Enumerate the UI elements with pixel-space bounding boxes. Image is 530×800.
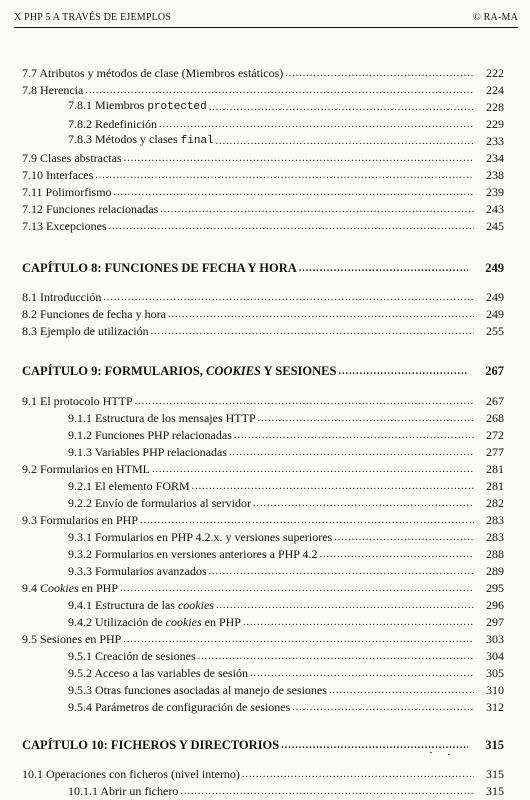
leader-dots [329, 683, 474, 698]
entry-page: 245 [486, 219, 504, 233]
leader-dots [124, 151, 474, 166]
toc-entry-9-2[interactable] [22, 460, 504, 477]
toc-entry-9-5-2[interactable] [22, 664, 504, 681]
chapter-title-part: CAPÍTULO 9: FORMULARIOS, [22, 364, 207, 378]
entry-title: 8.3 Ejemplo de utilización [22, 324, 149, 338]
entry-page: 282 [486, 496, 504, 510]
entry-page: 303 [486, 632, 504, 646]
leader-dots [216, 134, 474, 149]
entry-title [68, 598, 214, 613]
leader-dots [123, 632, 474, 647]
header-rule [14, 27, 518, 28]
toc-entry-10-1-1[interactable] [22, 782, 504, 799]
entry-page: 268 [486, 411, 504, 425]
leader-dots [253, 496, 474, 511]
chapter-page: 315 [485, 738, 504, 752]
entry-page: 296 [486, 598, 504, 612]
toc-entry-9-3-2[interactable] [22, 545, 504, 562]
entry-title-italic: Cookies [40, 581, 79, 595]
scan-speck [448, 754, 450, 755]
entry-page: 304 [486, 649, 504, 663]
toc-entry-7-8[interactable] [22, 81, 504, 98]
entry-title: 9.5.1 Creación de sesiones [68, 649, 196, 663]
entry-title [68, 98, 207, 115]
entry-page: 295 [486, 581, 504, 595]
entry-page: 281 [486, 462, 504, 476]
entry-page: 249 [486, 307, 504, 321]
toc-chapter-9[interactable] [22, 362, 504, 379]
leader-dots [198, 649, 474, 664]
toc-entry-9-2-2[interactable] [22, 494, 504, 511]
entry-page: 297 [486, 615, 504, 629]
entry-title [22, 581, 118, 596]
chapter-page: 249 [485, 261, 504, 275]
entry-page: 234 [486, 151, 504, 165]
leader-dots [250, 666, 474, 681]
entry-title [68, 615, 241, 630]
leader-dots [209, 100, 474, 115]
leader-dots [242, 767, 474, 782]
leader-dots [151, 324, 474, 339]
toc-entry-9-5[interactable] [22, 630, 504, 647]
entry-title-part: 9.4.2 Utilización de [68, 615, 166, 629]
entry-title-italic: cookies [177, 598, 214, 612]
leader-dots [229, 445, 474, 460]
leader-dots [299, 261, 468, 276]
entry-title [68, 132, 214, 149]
entry-page: 229 [486, 117, 504, 131]
leader-dots [168, 307, 474, 322]
leader-dots [140, 513, 474, 528]
leader-dots [95, 168, 474, 183]
leader-dots [209, 564, 474, 579]
leader-dots [292, 700, 474, 715]
chapter-page: 267 [485, 364, 504, 378]
entry-page: 283 [486, 513, 504, 527]
entry-title: 9.5.2 Acceso a las variables de sesión [68, 666, 248, 680]
toc-entry-7-8-1[interactable] [22, 98, 504, 115]
toc-entry-9-3[interactable] [22, 511, 504, 528]
toc-entry-9-5-1[interactable] [22, 647, 504, 664]
entry-title: 7.11 Polimorfismo [22, 185, 112, 199]
toc-entry-9-3-1[interactable] [22, 528, 504, 545]
leader-dots [114, 185, 474, 200]
entry-title: 9.2.1 El elemento FORM [68, 479, 190, 493]
entry-title: 7.13 Excepciones [22, 219, 107, 233]
entry-title: 9.2 Formularios en HTML [22, 462, 150, 476]
entry-page: 315 [486, 784, 504, 798]
entry-title-part: en PHP [78, 581, 119, 595]
entry-title: 7.8.2 Redefinición [68, 117, 157, 131]
leader-dots [85, 83, 474, 98]
toc-entry-8-2[interactable] [22, 305, 504, 322]
leader-dots [285, 66, 474, 81]
toc-entry-9-1-2[interactable] [22, 426, 504, 443]
toc-entry-9-4-2[interactable] [22, 613, 504, 630]
header-publisher: © RA-MA [473, 12, 518, 23]
entry-page: 281 [486, 479, 504, 493]
entry-page: 267 [486, 394, 504, 408]
entry-page: 255 [486, 324, 504, 338]
entry-title: 7.12 Funciones relacionadas [22, 202, 159, 216]
entry-page: 272 [486, 428, 504, 442]
entry-page: 222 [486, 66, 504, 80]
entry-code-keyword: final [180, 135, 214, 147]
entry-title-part: 9.4.1 Estructura de las [68, 598, 178, 612]
entry-title: 10.1 Operaciones con ficheros (nivel interno) [22, 767, 240, 781]
chapter-title: CAPÍTULO 10: FICHEROS Y DIRECTORIOS [22, 738, 280, 752]
toc-entry-9-1-1[interactable] [22, 409, 504, 426]
entry-page: 238 [486, 168, 504, 182]
entry-title: 8.1 Introducción [22, 290, 102, 304]
entry-title: 7.10 Interfaces [22, 168, 94, 182]
toc-entry-8-3[interactable] [22, 322, 504, 339]
entry-title: 9.3.3 Formularios avanzados [68, 564, 207, 578]
leader-dots [180, 784, 474, 799]
entry-title: 9.3.1 Formularios en PHP 4.2.x. y versiones superiores [68, 530, 333, 544]
toc-entry-9-2-1[interactable] [22, 477, 504, 494]
entry-page: 289 [486, 564, 504, 578]
entry-page: 277 [486, 445, 504, 459]
entry-page: 312 [486, 700, 504, 714]
chapter-title [22, 364, 336, 379]
entry-title: 8.2 Funciones de fecha y hora [22, 307, 166, 321]
entry-page: 243 [486, 202, 504, 216]
entry-page: 233 [486, 134, 504, 148]
toc-entry-9-5-3[interactable] [22, 681, 504, 698]
entry-title-text: 7.8.1 Miembros [68, 98, 145, 112]
entry-title: 9.1.2 Funciones PHP relacionadas [68, 428, 232, 442]
toc-entry-9-1-3[interactable] [22, 443, 504, 460]
leader-dots [135, 394, 474, 409]
toc-entry-7-9[interactable] [22, 149, 504, 166]
entry-title: 10.1.1 Abrir un fichero [68, 784, 179, 798]
entry-page: 239 [486, 185, 504, 199]
leader-dots [120, 581, 474, 596]
entry-page: 283 [486, 530, 504, 544]
entry-title-text: 7.8.3 Métodos y clases [68, 132, 178, 146]
entry-title: 7.7 Atributos y métodos de clase (Miembros estáticos) [22, 66, 284, 80]
chapter-title: CAPÍTULO 8: FUNCIONES DE FECHA Y HORA [22, 261, 297, 275]
toc-entry-9-4[interactable] [22, 579, 504, 596]
toc-entry-7-12[interactable] [22, 200, 504, 217]
entry-title: 9.2.2 Envío de formularios al servidor [68, 496, 251, 510]
toc-entry-9-4-1[interactable] [22, 596, 504, 613]
toc-entry-7-11[interactable] [22, 183, 504, 200]
running-header [14, 8, 518, 26]
entry-title-part: en PHP [201, 615, 241, 629]
leader-dots [258, 411, 474, 426]
entry-title: 7.8 Herencia [22, 83, 84, 97]
toc-entry-7-10[interactable] [22, 166, 504, 183]
toc-entry-7-8-2[interactable] [22, 115, 504, 132]
entry-title-part: 9.4 [22, 581, 40, 595]
entry-title: 9.3.2 Formularios en versiones anteriores a PHP 4.2 [68, 547, 318, 561]
leader-dots [338, 364, 468, 379]
entry-title: 9.1.1 Estructura de los mensajes HTTP [68, 411, 256, 425]
toc-entry-8-1[interactable] [22, 288, 504, 305]
chapter-title-part: Y SESIONES [260, 364, 337, 378]
leader-dots [320, 547, 474, 562]
toc-entry-10-1[interactable] [22, 765, 504, 782]
leader-dots [334, 530, 474, 545]
entry-title-italic: cookies [165, 615, 202, 629]
entry-title: 9.5 Sesiones en PHP [22, 632, 122, 646]
leader-dots [192, 479, 474, 494]
entry-page: 249 [486, 290, 504, 304]
leader-dots [159, 117, 474, 132]
header-book-title: X PHP 5 A TRAVÉS DE EJEMPLOS [14, 12, 172, 23]
entry-title: 9.3 Formularios en PHP [22, 513, 139, 527]
leader-dots [281, 738, 468, 753]
toc-chapter-8[interactable] [22, 259, 504, 276]
chapter-title-italic: COOKIES [206, 364, 261, 378]
leader-dots [243, 615, 474, 630]
leader-dots [216, 598, 474, 613]
entry-title: 9.5.4 Parámetros de configuración de sesiones [68, 700, 291, 714]
entry-title: 9.5.3 Otras funciones asociadas al manejo de sesiones [68, 683, 327, 697]
toc-entry-7-7[interactable] [22, 64, 504, 81]
toc-chapter-10[interactable] [22, 736, 504, 753]
toc-entry-7-8-3[interactable] [22, 132, 504, 149]
entry-page: 228 [486, 100, 504, 114]
scan-speck [430, 752, 432, 753]
leader-dots [160, 202, 474, 217]
leader-dots [109, 219, 474, 234]
entry-title: 9.1 El protocolo HTTP [22, 394, 133, 408]
toc-entry-9-5-4[interactable] [22, 698, 504, 715]
leader-dots [152, 462, 474, 477]
entry-page: 310 [486, 683, 504, 697]
toc-entry-9-1[interactable] [22, 392, 504, 409]
entry-code-keyword: protected [147, 101, 207, 113]
toc-entry-9-3-3[interactable] [22, 562, 504, 579]
toc-entry-7-13[interactable] [22, 217, 504, 234]
entry-page: 224 [486, 83, 504, 97]
entry-title: 9.1.3 Variables PHP relacionadas [68, 445, 227, 459]
entry-page: 288 [486, 547, 504, 561]
leader-dots [103, 290, 474, 305]
entry-page: 315 [486, 767, 504, 781]
leader-dots [234, 428, 474, 443]
entry-title: 7.9 Clases abstractas [22, 151, 122, 165]
entry-page: 305 [486, 666, 504, 680]
